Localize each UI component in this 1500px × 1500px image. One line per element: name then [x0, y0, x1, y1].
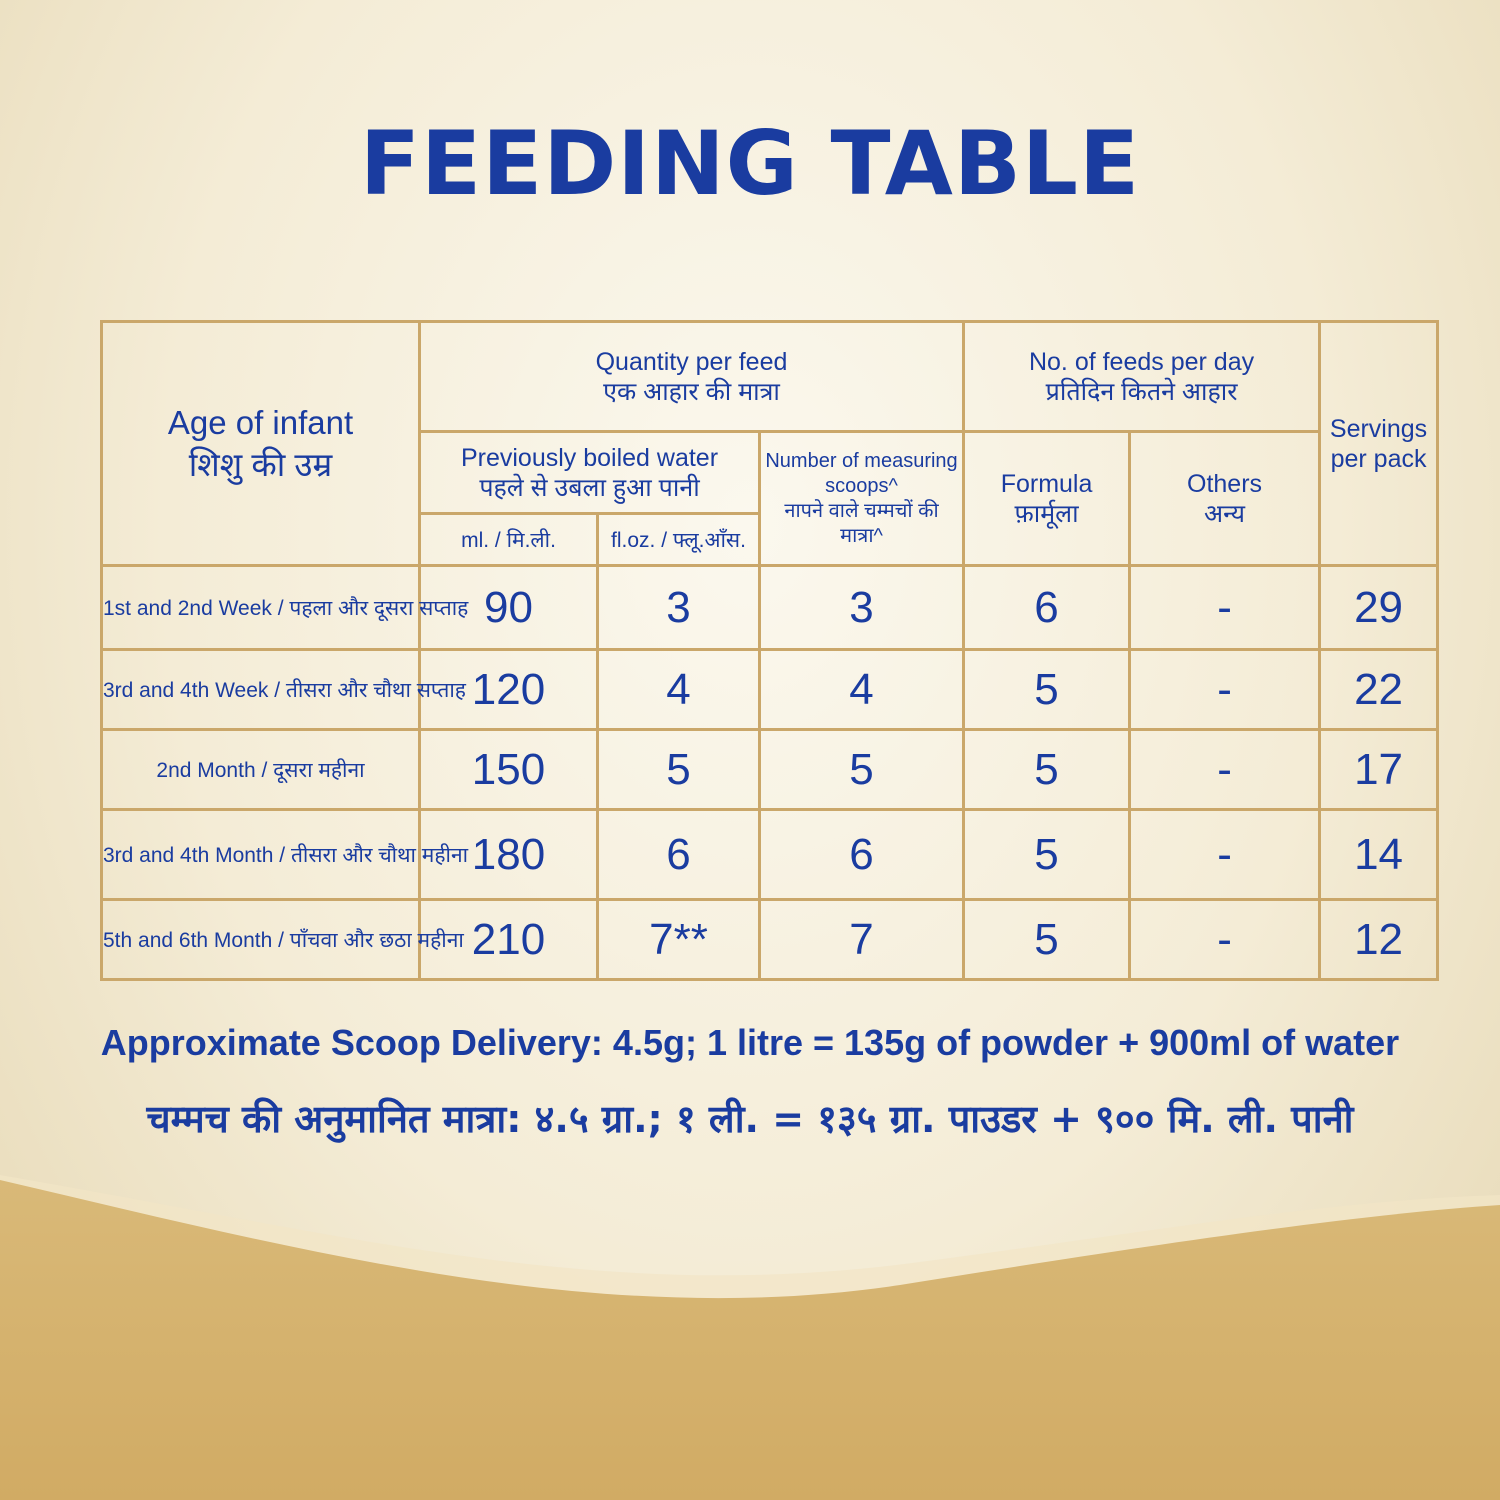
header-floz: fl.oz. / फ्लू.आँस. [598, 514, 760, 566]
header-quantity [420, 322, 964, 432]
cell-scoops: 3 [760, 566, 964, 650]
cell-scoops: 4 [760, 650, 964, 730]
header-others [1130, 432, 1320, 566]
cell-ml: 180 [420, 810, 598, 900]
cell-servings: 14 [1320, 810, 1438, 900]
header-scoops [760, 432, 964, 566]
cell-scoops: 6 [760, 810, 964, 900]
cell-ml: 210 [420, 900, 598, 980]
cell-others: - [1130, 900, 1320, 980]
cell-others: - [1130, 810, 1320, 900]
cell-age: 3rd and 4th Week / तीसरा और चौथा सप्ताह [102, 650, 420, 730]
header-feeds-en: No. of feeds per day [1028, 347, 1255, 376]
table-row [102, 810, 1438, 900]
cell-formula: 5 [964, 900, 1130, 980]
cell-floz: 4 [598, 650, 760, 730]
cell-formula: 5 [964, 810, 1130, 900]
cell-formula: 5 [964, 650, 1130, 730]
table-row [102, 566, 1438, 650]
cell-age: 3rd and 4th Month / तीसरा और चौथा महीना [102, 810, 420, 900]
table-row [102, 900, 1438, 980]
cell-ml: 90 [420, 566, 598, 650]
cell-formula: 6 [964, 566, 1130, 650]
header-age-en: Age of infant [167, 404, 354, 442]
scoop-delivery-note-en: Approximate Scoop Delivery: 4.5g; 1 litre = 135g of powder + 900ml of water [100, 1022, 1400, 1063]
header-ml: ml. / मि.ली. [420, 514, 598, 566]
header-scoops-hi: नापने वाले चम्मचों की मात्रा^ [784, 499, 939, 547]
header-age-hi: शिशु की उम्र [188, 445, 333, 483]
table-row [102, 730, 1438, 810]
cell-age: 1st and 2nd Week / पहला और दूसरा सप्ताह [102, 566, 420, 650]
header-formula-hi: फ़ार्मूला [1014, 499, 1079, 528]
header-formula-en: Formula [1000, 469, 1093, 498]
cell-scoops: 5 [760, 730, 964, 810]
cell-floz: 3 [598, 566, 760, 650]
cell-others: - [1130, 566, 1320, 650]
header-quantity-en: Quantity per feed [595, 347, 788, 376]
cell-servings: 29 [1320, 566, 1438, 650]
cell-others: - [1130, 730, 1320, 810]
table-row [102, 650, 1438, 730]
cell-servings: 17 [1320, 730, 1438, 810]
cell-servings: 12 [1320, 900, 1438, 980]
header-formula [964, 432, 1130, 566]
header-row-1 [102, 322, 1438, 432]
cell-ml: 120 [420, 650, 598, 730]
header-feeds [964, 322, 1320, 432]
header-feeds-hi: प्रतिदिन कितने आहार [1045, 377, 1238, 406]
cell-age: 5th and 6th Month / पाँचवा और छठा महीना [102, 900, 420, 980]
header-servings-line1: Servings [1329, 414, 1428, 443]
page-title: FEEDING TABLE [359, 112, 1141, 215]
cell-servings: 22 [1320, 650, 1438, 730]
cell-floz: 6 [598, 810, 760, 900]
header-water-hi: पहले से उबला हुआ पानी [479, 473, 700, 502]
feeding-table [100, 320, 1439, 981]
header-others-en: Others [1187, 469, 1263, 498]
cell-ml: 150 [420, 730, 598, 810]
cell-others: - [1130, 650, 1320, 730]
header-scoops-en: Number of measuring scoops^ [765, 449, 958, 497]
cell-floz: 5 [598, 730, 760, 810]
cell-formula: 5 [964, 730, 1130, 810]
header-age [102, 322, 420, 566]
scoop-delivery-note-hi: चम्मच की अनुमानित मात्रा: ४.५ ग्रा.; १ ली. = १३५ ग्रा. पाउडर + ९०० मि. ली. पानी [146, 1097, 1354, 1141]
header-water-en: Previously boiled water [460, 443, 719, 472]
header-servings [1320, 322, 1438, 566]
cell-scoops: 7 [760, 900, 964, 980]
header-others-hi: अन्य [1204, 499, 1246, 528]
header-water [420, 432, 760, 514]
header-servings-line2: per pack [1330, 444, 1427, 473]
cell-age: 2nd Month / दूसरा महीना [102, 730, 420, 810]
cell-floz: 7** [598, 900, 760, 980]
header-quantity-hi: एक आहार की मात्रा [603, 377, 780, 406]
